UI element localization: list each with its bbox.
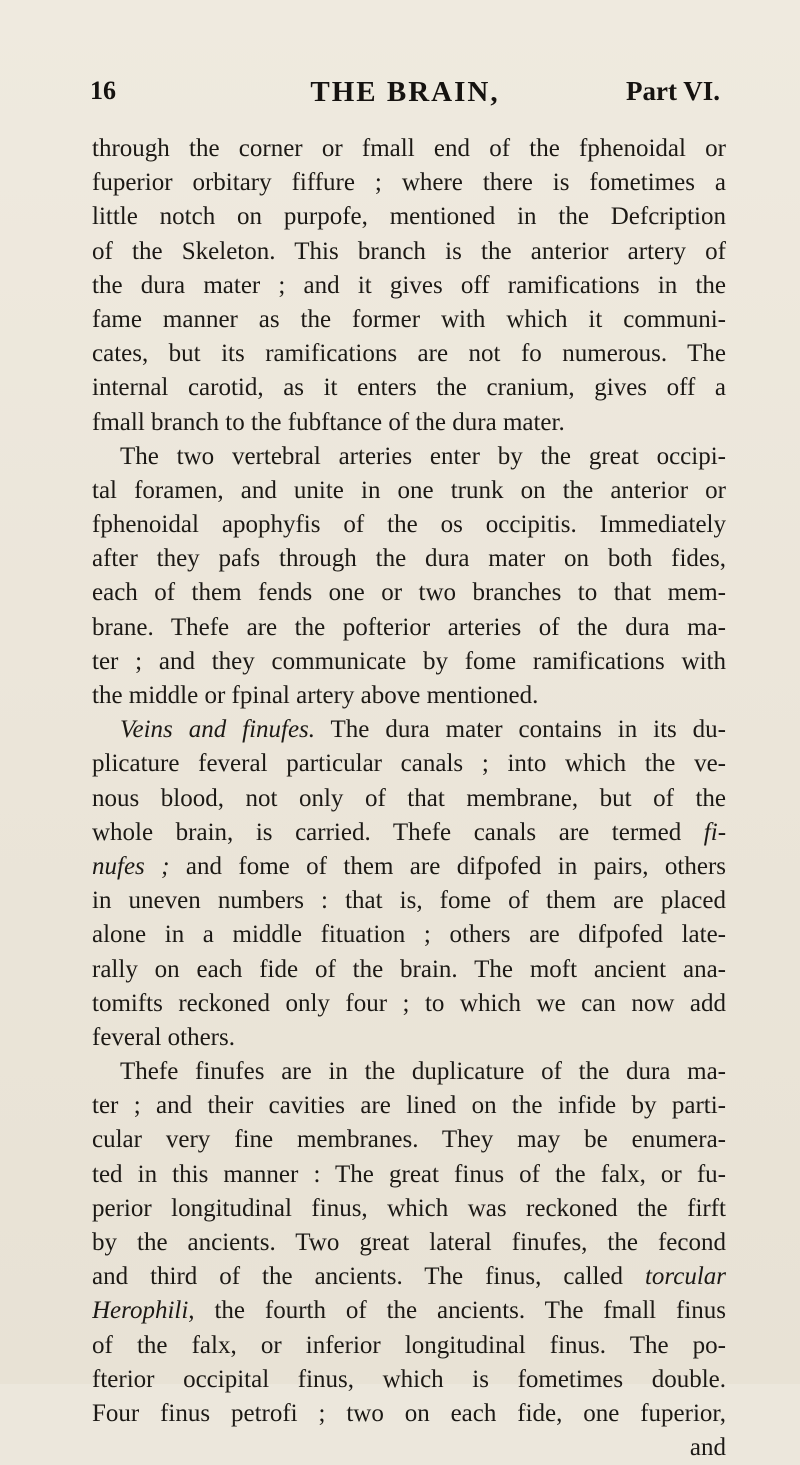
- text-line: the middle or fpinal artery above mentioned.: [92, 682, 539, 709]
- text-line: through the corner or fmall end of the fphenoidal or: [92, 135, 726, 162]
- line-text: whole brain, is carried. Thefe canals are termed: [92, 818, 682, 846]
- text-line: [92, 713, 726, 747]
- text-line: of the Skeleton. This branch is the anterior artery of: [92, 237, 726, 265]
- text-line: the dura mater ; and it gives off ramifications in the: [92, 271, 726, 299]
- text-line: [92, 850, 726, 884]
- veins-sinuses-heading: Veins and finufes.: [120, 716, 316, 744]
- text-line: after they pafs through the dura mater on both fides,: [92, 545, 726, 573]
- text-line: fuperior orbitary fiffure ; where there is fometimes a: [92, 169, 726, 197]
- body-text: [92, 132, 726, 1465]
- text-line: fphenoidal apophyfis of the os occipitis. Immediately: [92, 511, 726, 539]
- text-line: tomifts reckoned only four ; to which we can now add: [92, 989, 726, 1017]
- line-text: The dura mater contains in its du-: [330, 716, 726, 744]
- italic-term: Herophili,: [92, 1297, 195, 1325]
- italic-term: torcular: [644, 1263, 726, 1291]
- text-line: ted in this manner : The great finus of the falx, or fu-: [92, 1160, 726, 1188]
- line-text: and third of the ancients. The finus, called: [92, 1263, 623, 1291]
- part-label: Part VI.: [626, 76, 720, 106]
- text-line: brane. Thefe are the pofterior arteries of the dura ma-: [92, 613, 726, 641]
- text-line: [92, 1294, 726, 1328]
- text-line: feveral others.: [92, 1023, 235, 1051]
- text-line: internal carotid, as it enters the cranium, gives off a: [92, 374, 726, 402]
- text-line: ter ; and they communicate by fome ramifications with: [92, 647, 726, 675]
- text-line: Four finus petrofi ; two on each fide, one fuperior,: [92, 1399, 726, 1427]
- text-line: alone in a middle fituation ; others are difpofed late-: [92, 921, 726, 949]
- text-line: nous blood, not only of that membrane, but of the: [92, 784, 726, 812]
- running-title: THE BRAIN,: [310, 76, 500, 108]
- catchword: and: [689, 1434, 726, 1462]
- page-number: 16: [90, 76, 116, 105]
- text-line: [92, 1260, 726, 1294]
- text-line: The two vertebral arteries enter by the great occipi-: [120, 442, 726, 470]
- text-line: fame manner as the former with which it communi-: [92, 305, 726, 333]
- text-line: cular very fine membranes. They may be enumera-: [92, 1126, 726, 1154]
- text-line: by the ancients. Two great lateral finufes, the fecond: [92, 1229, 726, 1256]
- text-line: little notch on purpofe, mentioned in the Defcription: [92, 203, 726, 231]
- text-line: perior longitudinal finus, which was reckoned the firft: [92, 1194, 726, 1222]
- line-text: and fome of them are difpofed in pairs, others: [185, 852, 726, 880]
- text-line: each of them fends one or two branches to that mem-: [92, 579, 726, 607]
- page-header: [90, 76, 720, 116]
- text-line: rally on each fide of the brain. The moft ancient ana-: [92, 955, 726, 983]
- text-line: of the falx, or inferior longitudinal finus. The po-: [92, 1331, 726, 1359]
- italic-term: nufes ;: [92, 852, 170, 880]
- text-line: tal foramen, and unite in one trunk on the anterior or: [92, 476, 726, 504]
- line-text: the fourth of the ancients. The fmall finus: [214, 1297, 726, 1325]
- text-line: fterior occipital finus, which is fometimes double.: [92, 1365, 726, 1393]
- text-line: fmall branch to the fubftance of the dura mater.: [92, 408, 565, 436]
- text-line: plicature feveral particular canals ; into which the ve-: [92, 750, 726, 778]
- text-line: ter ; and their cavities are lined on the infide by parti-: [92, 1092, 726, 1120]
- text-line: [92, 816, 726, 850]
- text-line: in uneven numbers : that is, fome of them are placed: [92, 887, 726, 915]
- text-line: Thefe finufes are in the duplicature of the dura ma-: [120, 1058, 726, 1086]
- text-line: cates, but its ramifications are not fo numerous. The: [92, 340, 726, 368]
- italic-term: fi-: [703, 818, 726, 846]
